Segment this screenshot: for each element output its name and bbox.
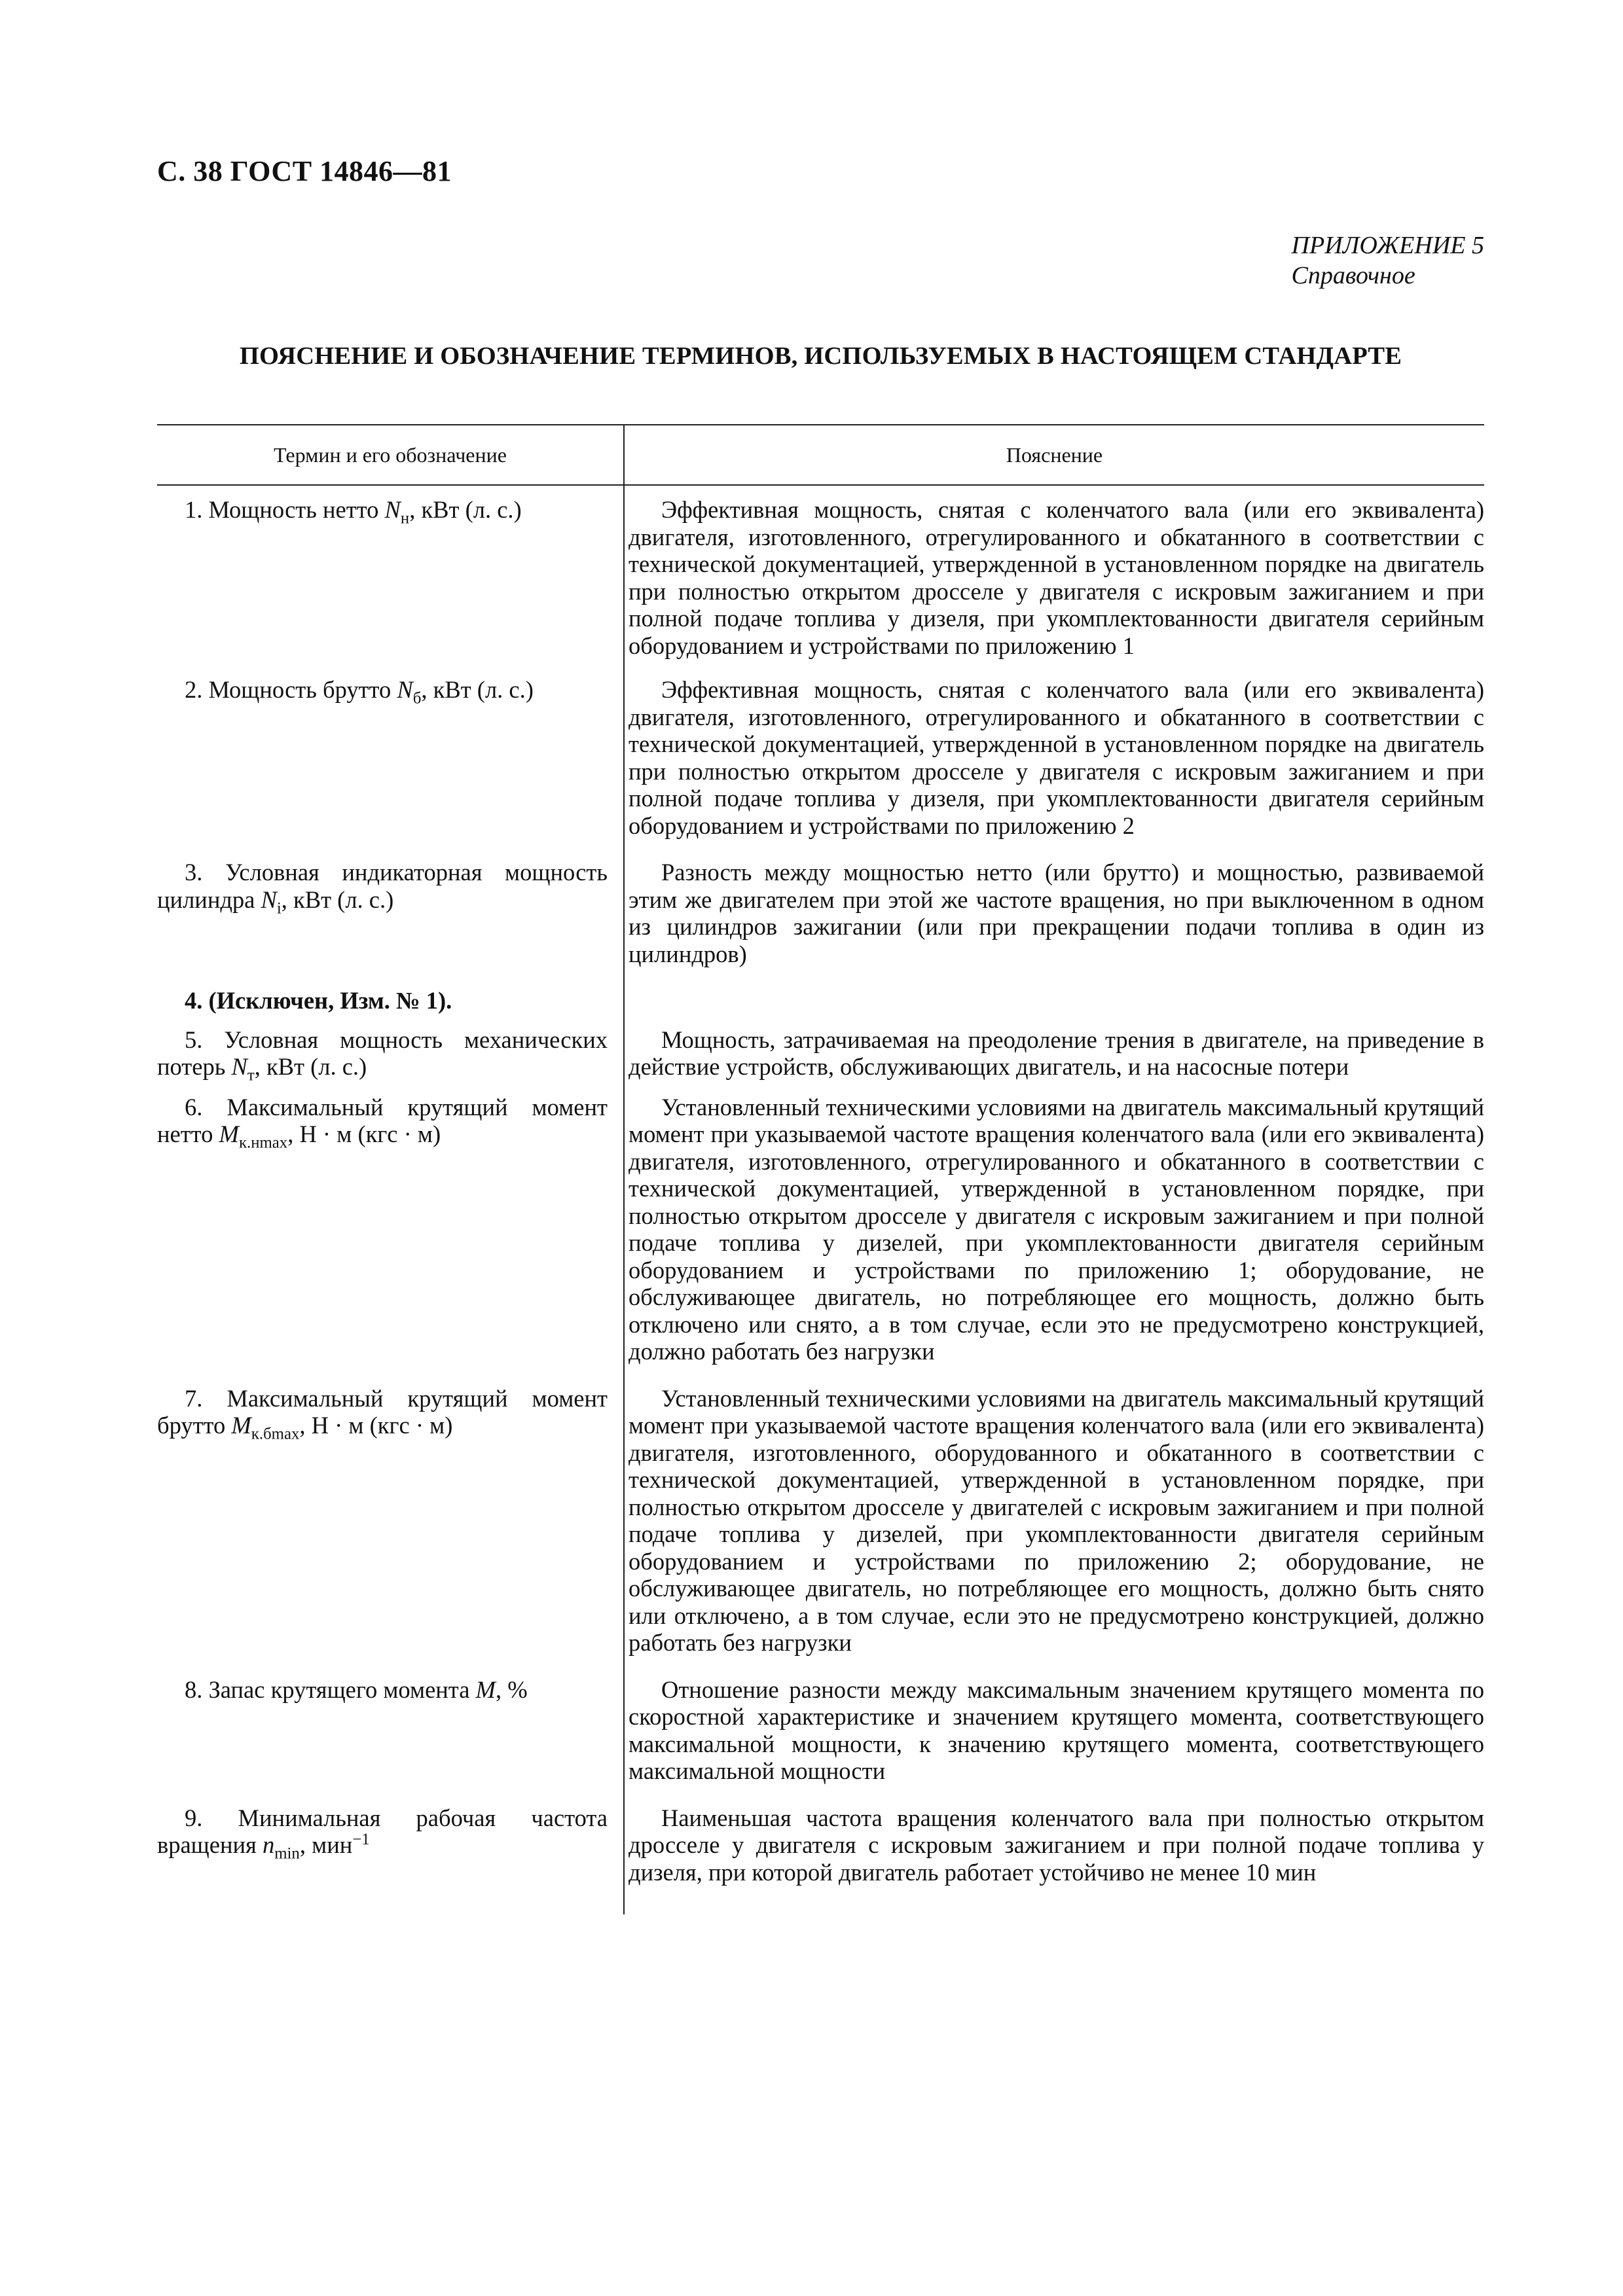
table-row: [157, 1804, 1484, 1915]
explanation-cell: Установленный техническими условиями на двигатель максимальный крутящий момент при указываемой частоте вращения коленчатого вала (или его эквивалента) двигателя, изготовленного, оборудованного и обкатанного в соответствии с технической документацией, утвержденной в установленном порядке, при полностью открытом дросселе у двигателей с искровым зажиганием и при полной подаче топлива у дизелей, при укомплектованности двигателя серийным оборудованием и устройствами по приложению 2; оборудование, не обслуживающее двигатель, но потребляющее его мощность, должно быть снято или отключено, а в том случае, если это не предусмотрено конструкцией, должно работать без нагрузки: [623, 1385, 1484, 1676]
term-cell: [157, 1026, 623, 1094]
table-row: [157, 1676, 1484, 1804]
document-title: ПОЯСНЕНИЕ И ОБОЗНАЧЕНИЕ ТЕРМИНОВ, ИСПОЛЬЗУЕМЫХ В НАСТОЯЩЕМ СТАНДАРТЕ: [239, 342, 1402, 370]
term-subscript: min: [274, 1844, 300, 1863]
term-text: 4. (Исключен, Изм. № 1).: [185, 987, 452, 1014]
term-text: 8. Запас крутящего момента: [185, 1676, 476, 1703]
explanation-cell: Разность между мощностью нетто (или брутто) и мощностью, развиваемой этим же двигателем при этой же частоте вращения, но при выключенном в одном из цилиндров зажигании (или при прекращении подачи топлива в один из цилиндров): [623, 859, 1484, 987]
explanation-cell: [623, 987, 1484, 1026]
term-subscript: к.бmax: [251, 1425, 300, 1443]
term-text: 5. Условная мощность механических потерь: [157, 1026, 608, 1080]
term-text: 2. Мощность брутто: [185, 676, 397, 703]
appendix-label-block: [1292, 230, 1484, 291]
term-cell: [157, 1385, 623, 1676]
term-symbol: M: [231, 1412, 251, 1439]
explanation-cell: Отношение разности между максимальным значением крутящего момента по скоростной характеристике и значением крутящего момента, соответствующего максимальной мощности, к значению крутящего момента, соответствующего максимальной мощности: [623, 1676, 1484, 1804]
explanation-cell: Мощность, затрачиваемая на преодоление трения в двигателе, на приведение в действие устройств, обслуживающих двигатель, и на насосные потери: [623, 1026, 1484, 1094]
table-row: [157, 486, 1484, 676]
term-text: 1. Мощность нетто: [185, 496, 385, 523]
header-term: Термин и его обозначение: [274, 442, 507, 467]
table-row: [157, 1094, 1484, 1385]
table-row: [157, 676, 1484, 859]
term-text: 9. Минимальная рабочая частота вращения: [157, 1804, 608, 1858]
term-text: 7. Максимальный крутящий момент брутто: [157, 1384, 608, 1439]
term-subscript: н: [400, 509, 410, 528]
term-symbol: N: [384, 496, 401, 523]
term-cell: [157, 859, 623, 987]
term-subscript: б: [412, 689, 422, 708]
term-cell: [157, 1094, 623, 1385]
page-header: С. 38 ГОСТ 14846—81: [157, 155, 452, 187]
term-unit: , Н · м (кгс · м): [299, 1412, 453, 1439]
terms-table: [157, 424, 1484, 1914]
table-row: [157, 987, 1484, 1026]
term-unit: , кВт (л. с.): [409, 496, 522, 523]
explanation-cell: Эффективная мощность, снятая с коленчатого вала (или его эквивалента) двигателя, изготовленного, отрегулированного и обкатанного в соответствии с технической документацией, утвержденной в установленном порядке на двигатель при полностью открытом дросселе у двигателя с искровым зажиганием и при полной подаче топлива у дизеля, при укомплектованности двигателя серийным оборудованием и устройствами по приложению 1: [623, 486, 1484, 676]
term-symbol: n: [262, 1831, 275, 1858]
term-cell: [157, 1676, 623, 1804]
table-row: [157, 1385, 1484, 1676]
term-subscript: i: [276, 899, 282, 917]
table-row: [157, 1026, 1484, 1094]
term-text: 6. Максимальный крутящий момент нетто: [157, 1093, 608, 1147]
term-unit: , %: [495, 1676, 528, 1703]
term-unit: , кВт (л. с.): [281, 886, 394, 913]
term-unit: , кВт (л. с.): [254, 1053, 367, 1080]
term-symbol: N: [261, 886, 277, 913]
term-symbol: M: [219, 1121, 239, 1147]
term-cell: [157, 1804, 623, 1915]
term-symbol: N: [231, 1053, 247, 1080]
appendix-status: Справочное: [1291, 262, 1415, 289]
term-symbol: M: [475, 1676, 496, 1703]
term-unit: , Н · м (кгс · м): [287, 1121, 441, 1147]
table-row: [157, 859, 1484, 987]
term-superscript: −1: [352, 1830, 370, 1848]
explanation-cell: Эффективная мощность, снятая с коленчатого вала (или его эквивалента) двигателя, изготовленного, отрегулированного и обкатанного в соответствии с технической документацией, утвержденной в установленном порядке на двигатель при полностью открытом дросселе у двигателя с искровым зажиганием и при полной подаче топлива у дизеля, при укомплектованности двигателя серийным оборудованием и устройствами по приложению 2: [623, 676, 1484, 859]
term-cell: [157, 486, 623, 676]
table-header-row: [157, 425, 1484, 486]
table-body: [157, 486, 1484, 1914]
term-symbol: N: [397, 676, 413, 703]
explanation-cell: Установленный техническими условиями на двигатель максимальный крутящий момент при указываемой частоте вращения коленчатого вала (или его эквивалента) двигателя, изготовленного, отрегулированного и обкатанного в соответствии с технической документацией, утвержденной в установленном порядке, при полностью открытом дросселе у двигателя с искровым зажиганием и при полной подаче топлива у дизелей, при укомплектованности двигателя серийным оборудованием и устройствами по приложению 1; оборудование, не обслуживающее двигатель, но потребляющее его мощность, должно быть отключено или снято, а в том случае, если это не предусмотрено конструкцией, должно работать без нагрузки: [623, 1094, 1484, 1385]
term-text: 3. Условная индикаторная мощность цилиндра: [157, 859, 608, 913]
header-explanation: Пояснение: [623, 425, 1484, 484]
appendix-label: ПРИЛОЖЕНИЕ 5: [1291, 232, 1484, 259]
term-cell: [157, 987, 623, 1026]
explanation-cell: Наименьшая частота вращения коленчатого вала при полностью открытом дросселе у двигателя с искровым зажиганием и при полной подаче топлива у дизеля, при которой двигатель работает устойчиво не менее 10 мин: [623, 1804, 1484, 1915]
term-cell: [157, 676, 623, 859]
term-subscript: к.нmax: [238, 1134, 288, 1152]
term-subscript: т: [247, 1066, 255, 1085]
term-unit: , мин: [299, 1831, 353, 1858]
term-unit: , кВт (л. с.): [421, 676, 534, 703]
